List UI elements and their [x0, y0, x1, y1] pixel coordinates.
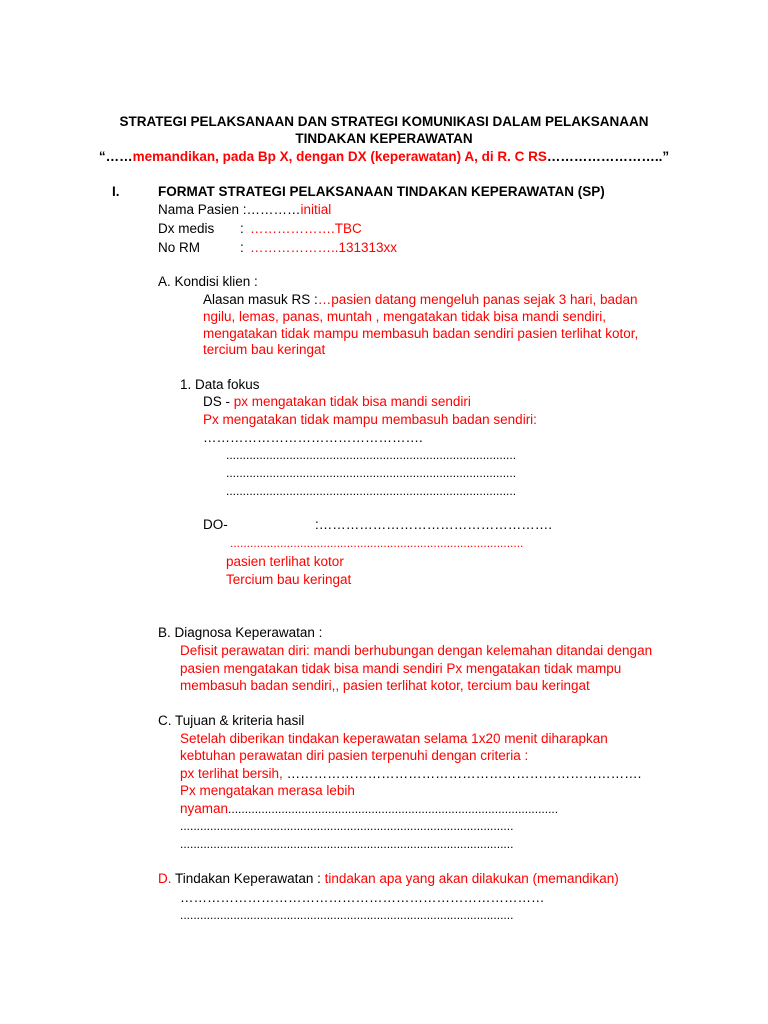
dx-medis-colon: :: [240, 221, 244, 236]
alasan-line1: [203, 291, 638, 308]
tujuan-nyaman-text: nyaman: [180, 801, 229, 816]
alasan-text-3: mengatakan tidak mampu membasuh badan sendiri pasien terlihat kotor,: [203, 326, 639, 341]
diagnosa-line3: membasuh badan sendiri,, pasien terlihat kotor, tercium bau keringat: [180, 678, 590, 693]
tujuan-dots-2: ....................................................................................................: [180, 837, 514, 851]
tujuan-line4: Px mengatakan merasa lebih: [180, 783, 355, 798]
dx-medis-value: ……………….TBC: [250, 221, 362, 236]
alasan-text-4: tercium bau keringat: [203, 342, 326, 357]
tujuan-line5: [180, 800, 558, 818]
section-number: I.: [112, 184, 120, 199]
tujuan-line1: Setelah diberikan tindakan keperawatan selama 1x20 menit diharapkan: [180, 731, 608, 746]
ds-text-2: Px mengatakan tidak mampu membasuh badan sendiri:: [203, 412, 537, 427]
tujuan-bersih-dots: …………………………………………………………………….: [286, 766, 642, 781]
title-topic: memandikan, pada Bp X, dengan DX (keperawatan) A, di R. C RS: [132, 149, 547, 164]
ds-dots-1: ………………………………………….: [203, 430, 423, 445]
no-rm-label: No RM: [158, 240, 201, 255]
alasan-label: Alasan masuk RS :: [203, 292, 318, 307]
tujuan-nyaman-dots: ...................................................................................................: [228, 802, 559, 816]
ds-label: DS -: [203, 394, 234, 409]
do-text-2: Tercium bau keringat: [226, 572, 352, 587]
nama-pasien-row: [158, 201, 331, 218]
tujuan-dots-1: ....................................................................................................: [180, 819, 514, 833]
title-close-quote: ……………………..”: [546, 149, 670, 164]
data-fokus-heading: 1. Data fokus: [180, 377, 260, 392]
nama-pasien-value: initial: [300, 202, 332, 217]
tujuan-bersih-text: px terlihat bersih,: [180, 766, 287, 781]
do-label: DO-: [203, 517, 228, 532]
kondisi-klien-heading: A. Kondisi klien :: [158, 274, 258, 289]
diagnosa-heading: B. Diagnosa Keperawatan :: [158, 625, 323, 640]
section-heading: FORMAT STRATEGI PELAKSANAAN TINDAKAN KEPERAWATAN (SP): [158, 184, 605, 199]
title-open-quote: “……: [98, 149, 133, 164]
tindakan-dots-1: ………………………………………………………………………: [180, 890, 545, 905]
dx-medis-label: Dx medis: [158, 221, 215, 236]
do-colon-dots: :…………………………………………….: [315, 517, 553, 532]
tindakan-dots-2: ....................................................................................................: [180, 908, 514, 922]
tujuan-heading: C. Tujuan & kriteria hasil: [158, 713, 305, 728]
ds-text-1: px mengatakan tidak bisa mandi sendiri: [233, 394, 471, 409]
no-rm-colon: :: [240, 240, 244, 255]
do-dots-1: ........................................................................................: [230, 536, 524, 550]
tindakan-letter: D.: [158, 871, 172, 886]
alasan-text-1: …pasien datang mengeluh panas sejak 3 hari, badan: [317, 292, 638, 307]
nama-pasien-label: Nama Pasien :…………: [158, 202, 301, 217]
tindakan-label: Tindakan Keperawatan :: [171, 871, 325, 886]
document-title-line3: [0, 148, 768, 165]
document-title-line1: STRATEGI PELAKSANAAN DAN STRATEGI KOMUNIKASI DALAM PELAKSANAAN: [119, 114, 649, 129]
tindakan-text: tindakan apa yang akan dilakukan (memandikan): [324, 871, 619, 886]
ds-dots-2: .......................................................................................: [226, 448, 517, 462]
do-text-1: pasien terlihat kotor: [226, 554, 344, 569]
no-rm-value: ………………..131313xx: [250, 240, 398, 255]
alasan-text-2: ngilu, lemas, panas, muntah , mengatakan tidak bisa mandi sendiri,: [203, 309, 606, 324]
ds-row: [203, 393, 471, 410]
tujuan-line2: kebtuhan perawatan diri pasien terpenuhi dengan criteria :: [180, 748, 529, 763]
tujuan-line3: [180, 765, 641, 782]
diagnosa-line1: Defisit perawatan diri: mandi berhubungan dengan kelemahan ditandai dengan: [180, 643, 653, 658]
tindakan-row: [158, 870, 619, 887]
ds-dots-3: .......................................................................................: [226, 466, 517, 480]
diagnosa-line2: pasien mengatakan tidak bisa mandi sendiri Px mengatakan tidak mampu: [180, 661, 622, 676]
ds-dots-4: .......................................................................................: [226, 484, 517, 498]
document-title-line2: TINDAKAN KEPERAWATAN: [295, 131, 473, 146]
